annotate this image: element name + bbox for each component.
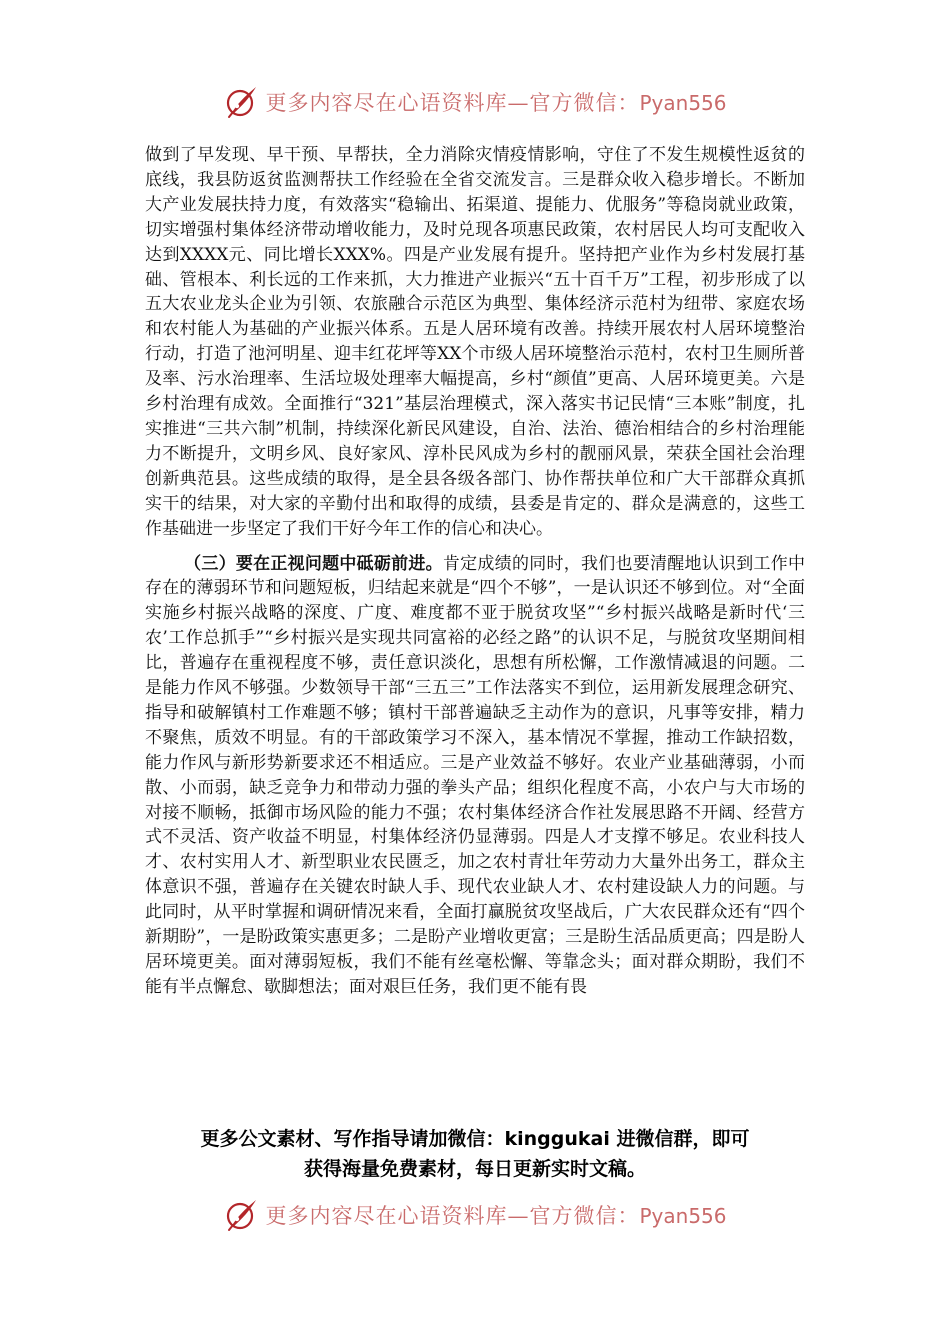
promo-line-2: 获得海量免费素材，每日更新实时文稿。 xyxy=(303,1158,646,1180)
paragraph-problems-body: 肯定成绩的同时，我们也要清醒地认识到工作中存在的薄弱环节和问题短板，归结起来就是“四个不够”，一是认识还不够到位。对“全面实施乡村振兴战略的深度、广度、难度都不亚于脱贫攻坚”“乡村振兴战略是新时代‘三农’工作总抓手”“乡村振兴是实现共同富裕的必经之路”的认识不足，与脱贫攻坚期间相比，普遍存在重视程度不够，责任意识淡化，思想有所松懈，工作激情减退的问题。二是能力作风不够强。少数领导干部“三五三”工作法落实不到位，运用新发展理念研究、指导和破解镇村工作难题不够；镇村干部普遍缺乏主动作为的意识，凡事等安排，精力不聚焦，质效不明显。有的干部政策学习不深入，基本情况不掌握，推动工作缺招数，能力作风与新形势新要求还不相适应。三是产业效益不够好。农业产业基础薄弱，小而散、小而弱，缺乏竞争力和带动力强的拳头产品；组织化程度不高，小农户与大市场的对接不顺畅，抵御市场风险的能力不强；农村集体经济合作社发展思路不开阔、经营方式不灵活、资产收益不明显，村集体经济仍显薄弱。四是人才支撑不够足。农业科技人才、农村实用人才、新型职业农民匮乏，加之农村青壮年劳动力大量外出务工，群众主体意识不强，普遍存在关键农时缺人手、现代农业缺人才、农村建设缺人力的问题。与此同时，从平时掌握和调研情况来看，全面打赢脱贫攻坚战后，广大农民群众还有“四个新期盼”，一是盼政策实惠更多；二是盼产业增收更富；三是盼生活品质更高；四是盼人居环境更美。面对薄弱短板，我们不能有丝毫松懈、等靠念头；面对群众期盼，我们不能有半点懈怠、歇脚想法；面对艰巨任务，我们更不能有畏 xyxy=(145,553,806,997)
quill-pen-logo-icon xyxy=(223,1197,259,1233)
header-banner-text xyxy=(265,87,726,117)
footer-banner-text xyxy=(265,1200,726,1230)
paragraph-achievements: 做到了早发现、早干预、早帮扶，全力消除灾情疫情影响，守住了不发生规模性返贫的底线，我县防返贫监测帮扶工作经验在全省交流发言。三是群众收入稳步增长。不断加大产业发展扶持力度，有效落实“稳输出、拓渠道、提能力、优服务”等稳岗就业政策，切实增强村集体经济带动增收能力，及时兑现各项惠民政策，农村居民人均可支配收入达到XXXX元、同比增长XXX%。四是产业发展有提升。坚持把产业作为乡村发展打基础、管根本、利长远的工作来抓，大力推进产业振兴“五十百千万”工程，初步形成了以五大农业龙头企业为引领、农旅融合示范区为典型、集体经济示范村为纽带、家庭农场和农村能人为基础的产业振兴体系。五是人居环境有改善。持续开展农村人居环境整治行动，打造了池河明星、迎丰红花坪等XX个市级人居环境整治示范村，农村卫生厕所普及率、污水治理率、生活垃圾处理率大幅提高，乡村“颜值”更高、人居环境更美。六是乡村治理有成效。全面推行“321”基层治理模式，深入落实书记民情“三本账”制度，扎实推进“三共六制”机制，持续深化新民风建设，自治、法治、德治相结合的乡村治理能力不断提升，文明乡风、良好家风、淳朴民风成为乡村的靓丽风景，荣获全国社会治理创新典范县。这些成绩的取得，是全县各级各部门、协作帮扶单位和广大干部群众真抓实干的结果，对大家的辛勤付出和取得的成绩，县委是肯定的、群众是满意的，这些工作基础进一步坚定了我们干好今年工作的信心和决心。 xyxy=(145,145,805,539)
quill-pen-logo-icon xyxy=(223,84,259,120)
footer-banner-inner xyxy=(223,1197,726,1233)
paragraph-problems xyxy=(145,552,805,1000)
document-body xyxy=(145,143,805,1000)
header-banner-label: 更多内容尽在心语资料库—官方微信： xyxy=(265,91,640,115)
footer-banner xyxy=(0,1195,950,1235)
footer-banner-label: 更多内容尽在心语资料库—官方微信： xyxy=(265,1204,640,1228)
header-banner-wechat-id: Pyan556 xyxy=(639,91,727,115)
header-banner xyxy=(0,82,950,122)
footer-banner-wechat-id: Pyan556 xyxy=(639,1204,727,1228)
section-heading-three: （三）要在正视问题中砥砺前进。 xyxy=(184,553,443,574)
promo-line-1: 更多公文素材、写作指导请加微信：kinggukai 进微信群，即可 xyxy=(200,1128,750,1150)
header-banner-inner xyxy=(223,84,726,120)
promo-notice xyxy=(120,1124,830,1184)
